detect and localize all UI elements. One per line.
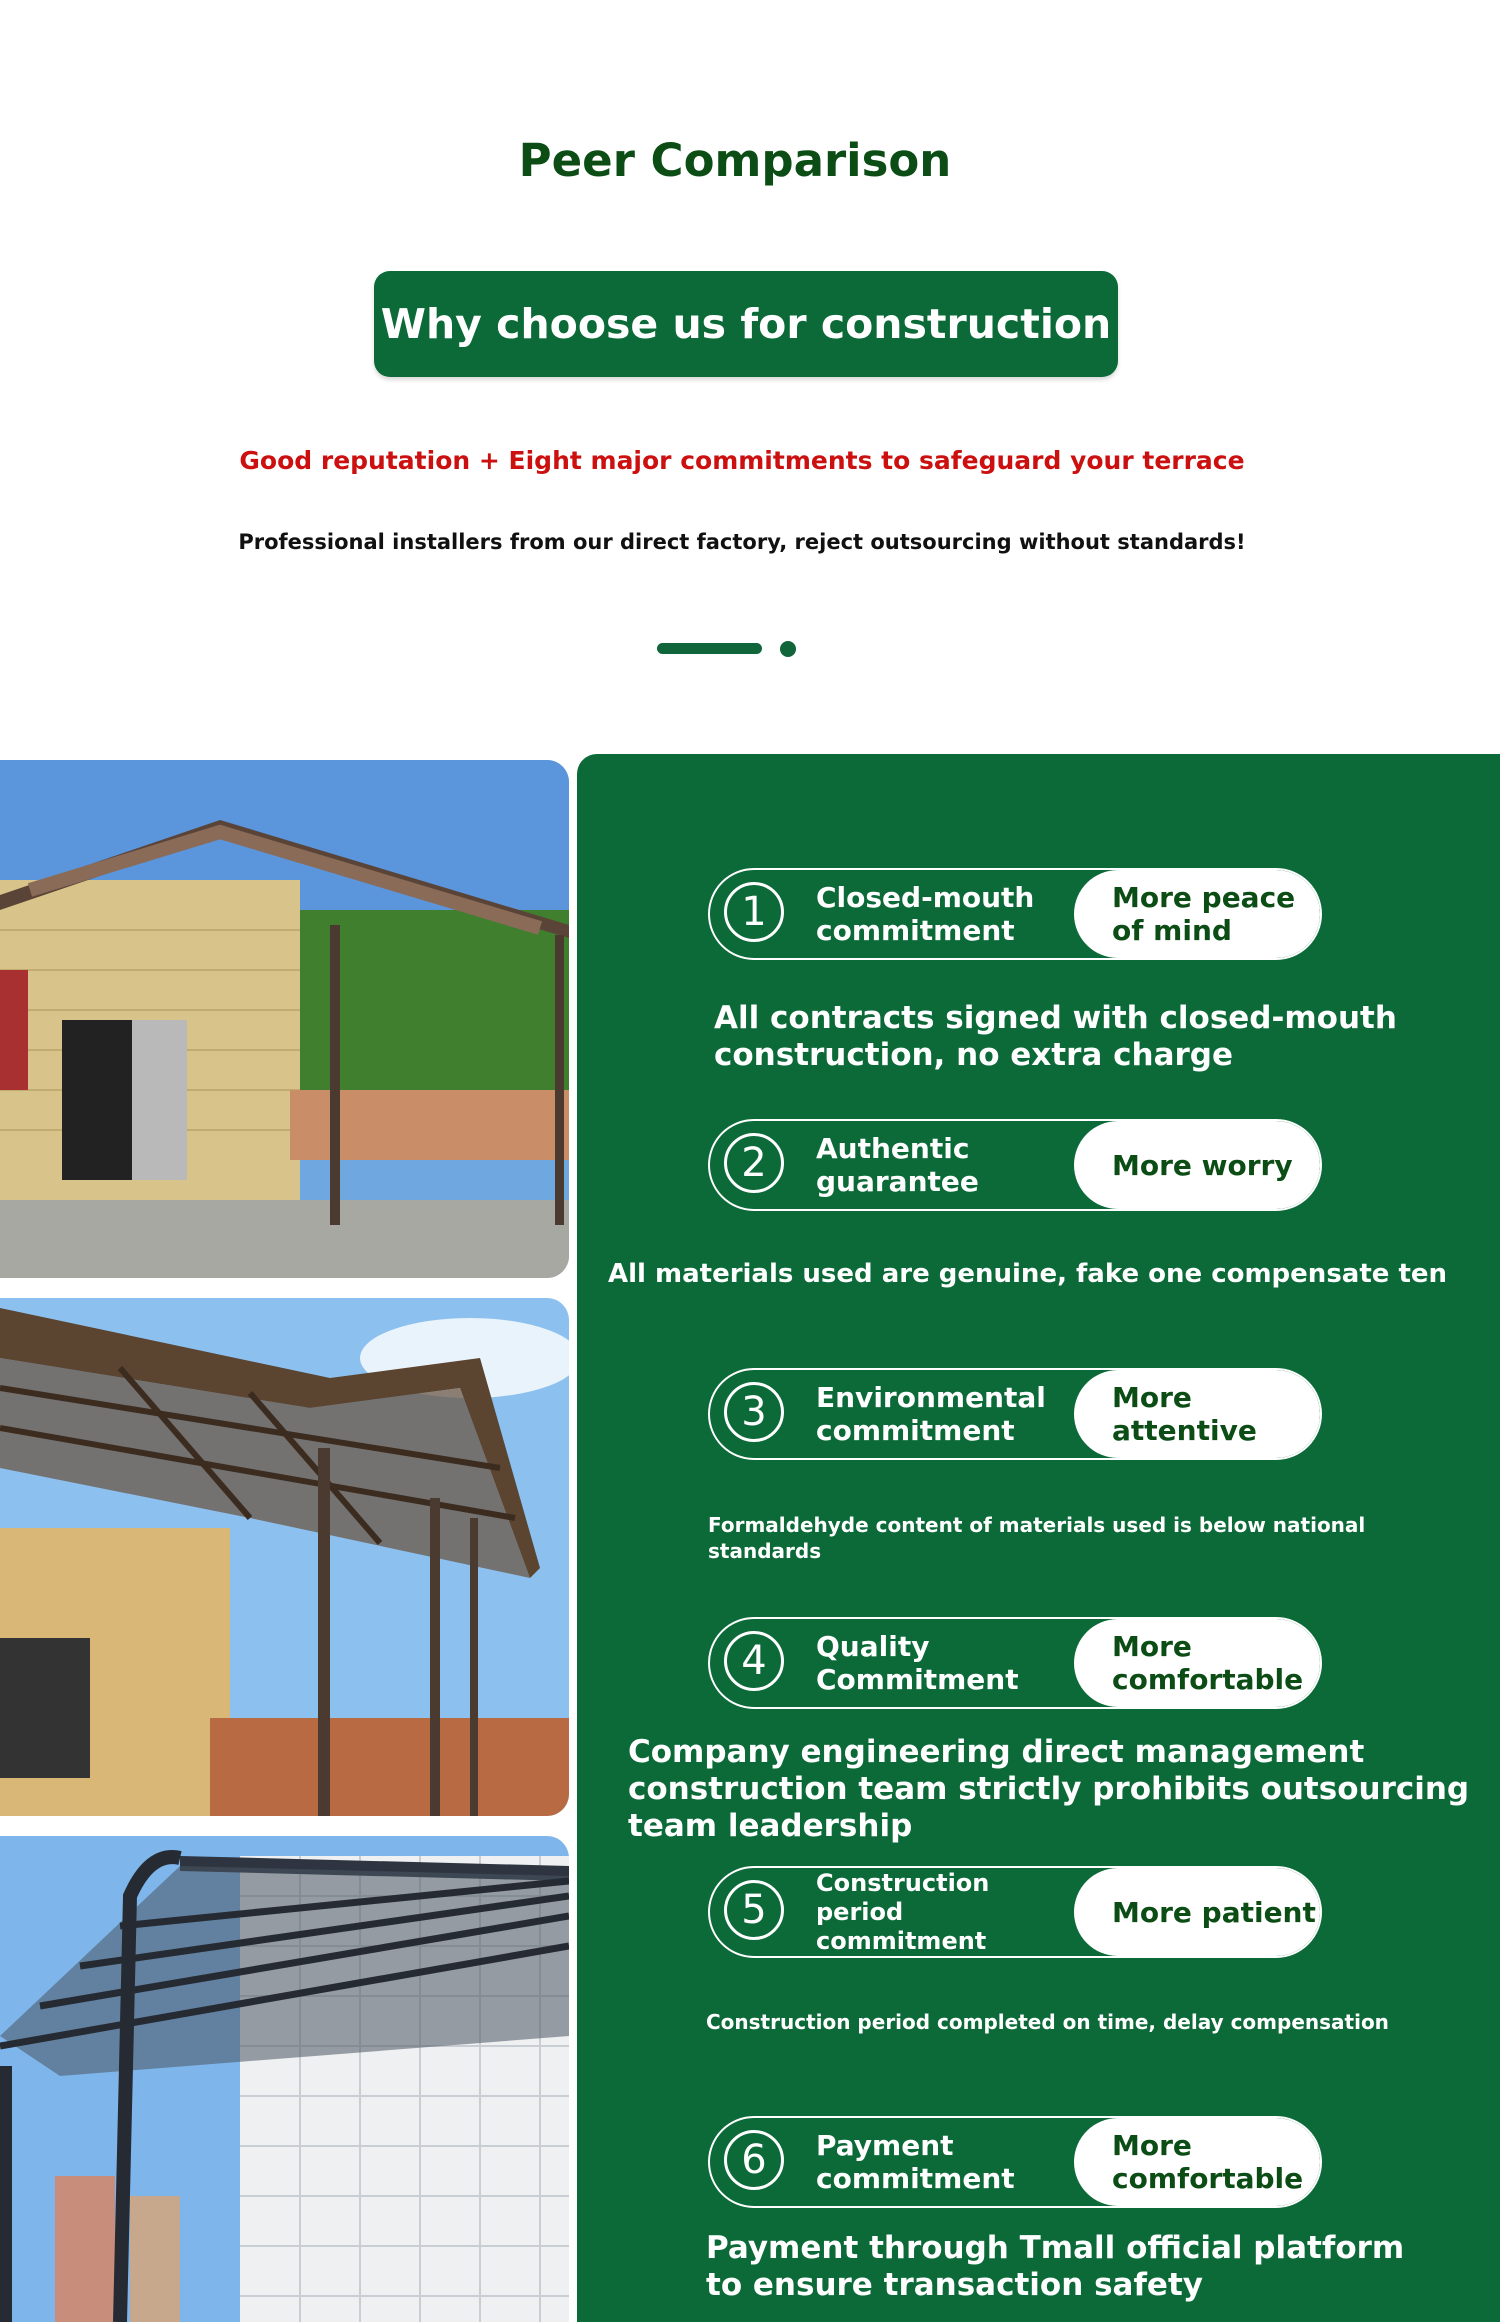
- commitment-card-6: [708, 2116, 1322, 2208]
- number-circle: 5: [724, 1880, 784, 1940]
- canopy-photo-1: [0, 760, 569, 1278]
- commitment-title: Environmental commitment: [816, 1381, 1046, 1447]
- number-circle: 3: [724, 1382, 784, 1442]
- commitment-benefit: More comfortable: [1074, 1619, 1320, 1707]
- commitment-title: Authentic guarantee: [816, 1132, 979, 1198]
- carousel-indicator-dot[interactable]: [780, 641, 796, 657]
- commitment-desc-6: Payment through Tmall official platform to ensure transaction safety: [706, 2230, 1405, 2303]
- commitment-card-3: [708, 1368, 1322, 1460]
- commitment-benefit: More peace of mind: [1074, 870, 1320, 958]
- canopy-photo-2: [0, 1298, 569, 1816]
- commitment-card-1: [708, 868, 1322, 960]
- number-circle: 6: [724, 2130, 784, 2190]
- commitment-benefit: More comfortable: [1074, 2118, 1320, 2206]
- number-circle: 1: [724, 882, 784, 942]
- commitment-benefit: More attentive: [1074, 1370, 1320, 1458]
- commitment-desc-5: Construction period completed on time, delay compensation: [706, 2010, 1389, 2034]
- commitment-card-5: [708, 1866, 1322, 1958]
- commitment-desc-3: Formaldehyde content of materials used is below national standards: [708, 1513, 1366, 1563]
- number-circle: 2: [724, 1133, 784, 1193]
- commitment-benefit: More worry: [1074, 1121, 1320, 1209]
- commitment-title: Construction period commitment: [816, 1868, 990, 1955]
- commitment-desc-1: All contracts signed with closed-mouth construction, no extra charge: [714, 1000, 1397, 1073]
- tagline: Good reputation + Eight major commitments to safeguard your terrace: [239, 446, 1245, 475]
- commitment-desc-2: All materials used are genuine, fake one compensate ten: [608, 1259, 1448, 1289]
- commitment-card-4: [708, 1617, 1322, 1709]
- why-choose-banner: Why choose us for construction: [374, 271, 1118, 377]
- carousel-indicator-active[interactable]: [657, 643, 762, 654]
- commitment-title: Closed-mouth commitment: [816, 881, 1035, 947]
- number-circle: 4: [724, 1631, 784, 1691]
- subtitle: Professional installers from our direct factory, reject outsourcing without standards!: [238, 530, 1246, 554]
- commitment-title: Quality Commitment: [816, 1630, 1019, 1696]
- commitment-desc-4: Company engineering direct management construction team strictly prohibits outsourcing team leadership: [628, 1734, 1470, 1844]
- canopy-photo-3: [0, 1836, 569, 2322]
- page-title: Peer Comparison: [518, 134, 952, 187]
- commitment-title: Payment commitment: [816, 2129, 1015, 2195]
- commitment-card-2: [708, 1119, 1322, 1211]
- commitment-benefit: More patient: [1074, 1868, 1320, 1956]
